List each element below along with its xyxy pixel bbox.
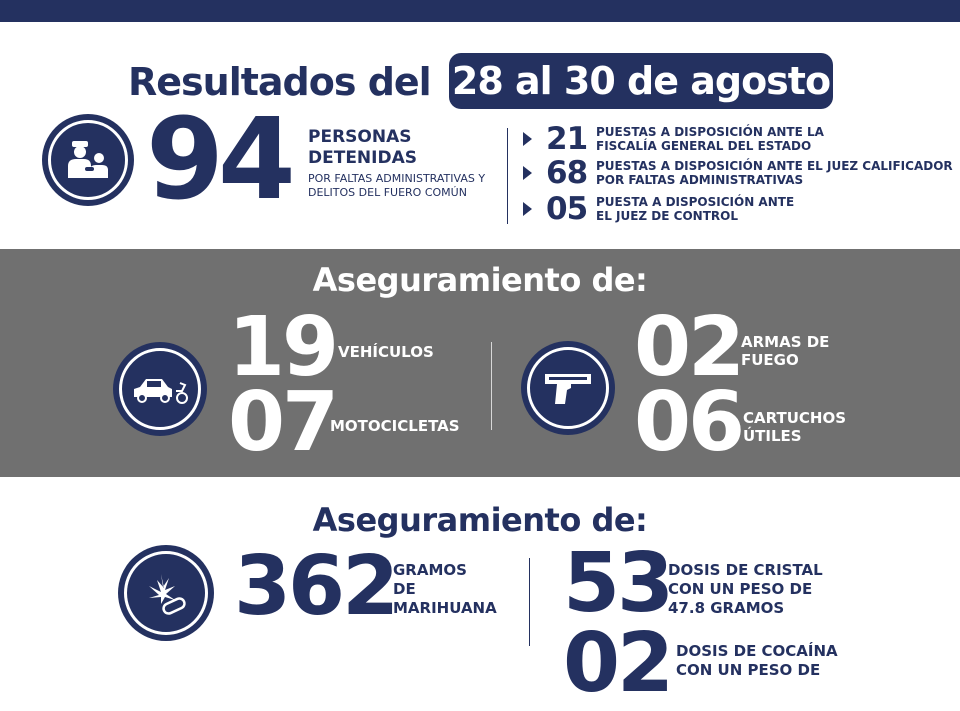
section-title: Aseguramiento de: (312, 261, 648, 299)
marijuana-label-line3: MARIHUANA (393, 599, 497, 617)
marijuana-label (393, 561, 497, 618)
date-range-badge: 28 al 30 de agosto (449, 53, 833, 109)
breakdown-text-line1: PUESTAS A DISPOSICIÓN ANTE EL JUEZ CALIFICADOR (596, 159, 953, 173)
breakdown-text-line1: PUESTA A DISPOSICIÓN ANTE (596, 195, 795, 209)
cartridges-count: 06 (634, 375, 743, 470)
breakdown-text (596, 125, 824, 153)
gun-icon (541, 368, 595, 408)
firearms-label-line2: FUEGO (741, 351, 799, 369)
crystal-label (668, 561, 823, 618)
arrow-right-icon (523, 132, 532, 146)
divider (507, 128, 508, 224)
breakdown-row (523, 122, 824, 156)
breakdown-text (596, 159, 953, 187)
breakdown-row (523, 156, 953, 190)
breakdown-number: 05 (546, 191, 588, 227)
top-bar (0, 0, 960, 22)
firearms-label (741, 333, 829, 369)
section-title: Aseguramiento de: (312, 501, 648, 539)
detained-label (308, 127, 417, 169)
cocaine-doses-count: 02 (563, 616, 672, 711)
vehicles-label: VEHÍCULOS (338, 343, 434, 361)
crystal-label-line1: DOSIS DE CRISTAL (668, 561, 823, 579)
arrow-right-icon (523, 202, 532, 216)
detained-sub-line1: POR FALTAS ADMINISTRATIVAS Y (308, 172, 486, 185)
marijuana-label-line1: GRAMOS (393, 561, 467, 579)
arrest-icon-badge (42, 114, 134, 206)
breakdown-text-line1: PUESTAS A DISPOSICIÓN ANTE LA (596, 125, 824, 139)
breakdown-text-line2: FISCALÍA GENERAL DEL ESTADO (596, 139, 812, 153)
drugs-icon-badge (118, 545, 214, 641)
arrow-right-icon (523, 166, 532, 180)
breakdown-text-line2: POR FALTAS ADMINISTRATIVAS (596, 173, 804, 187)
breakdown-row (523, 192, 794, 226)
motorcycles-label: MOTOCICLETAS (330, 417, 460, 435)
detained-label-line2: DETENIDAS (308, 148, 417, 168)
detained-sublabel (308, 172, 485, 200)
detained-sub-line2: DELITOS DEL FUERO COMÚN (308, 186, 467, 199)
breakdown-number: 21 (546, 121, 588, 157)
motorcycles-count: 07 (228, 375, 337, 470)
crystal-label-line3: 47.8 GRAMOS (668, 599, 785, 617)
vehicle-icon-badge (113, 342, 207, 436)
marijuana-amount: 362 (234, 539, 397, 634)
cartridges-label (743, 409, 846, 445)
detained-label-line1: PERSONAS (308, 127, 412, 147)
divider (491, 342, 492, 430)
crystal-doses-count: 53 (563, 536, 672, 631)
cocaine-label (676, 642, 838, 680)
breakdown-text-line2: EL JUEZ DE CONTROL (596, 209, 738, 223)
car-motorcycle-icon (130, 371, 190, 407)
cartridges-label-line2: ÚTILES (743, 427, 802, 445)
vehicles-count: 19 (228, 300, 337, 395)
cannabis-pill-icon (141, 568, 191, 618)
firearms-count: 02 (634, 300, 743, 395)
page-title: Resultados del (128, 60, 431, 104)
breakdown-number: 68 (546, 155, 588, 191)
marijuana-label-line2: DE (393, 580, 416, 598)
crystal-label-line2: CON UN PESO DE (668, 580, 813, 598)
cartridges-label-line1: CARTUCHOS (743, 409, 847, 427)
detained-total: 94 (146, 95, 290, 225)
divider (529, 558, 530, 646)
firearms-label-line1: ARMAS DE (741, 333, 830, 351)
cocaine-label-line2: CON UN PESO DE (676, 661, 821, 679)
arrest-icon (63, 138, 113, 182)
cocaine-label-line1: DOSIS DE COCAÍNA (676, 642, 838, 660)
firearm-icon-badge (521, 341, 615, 435)
breakdown-text (596, 195, 794, 223)
